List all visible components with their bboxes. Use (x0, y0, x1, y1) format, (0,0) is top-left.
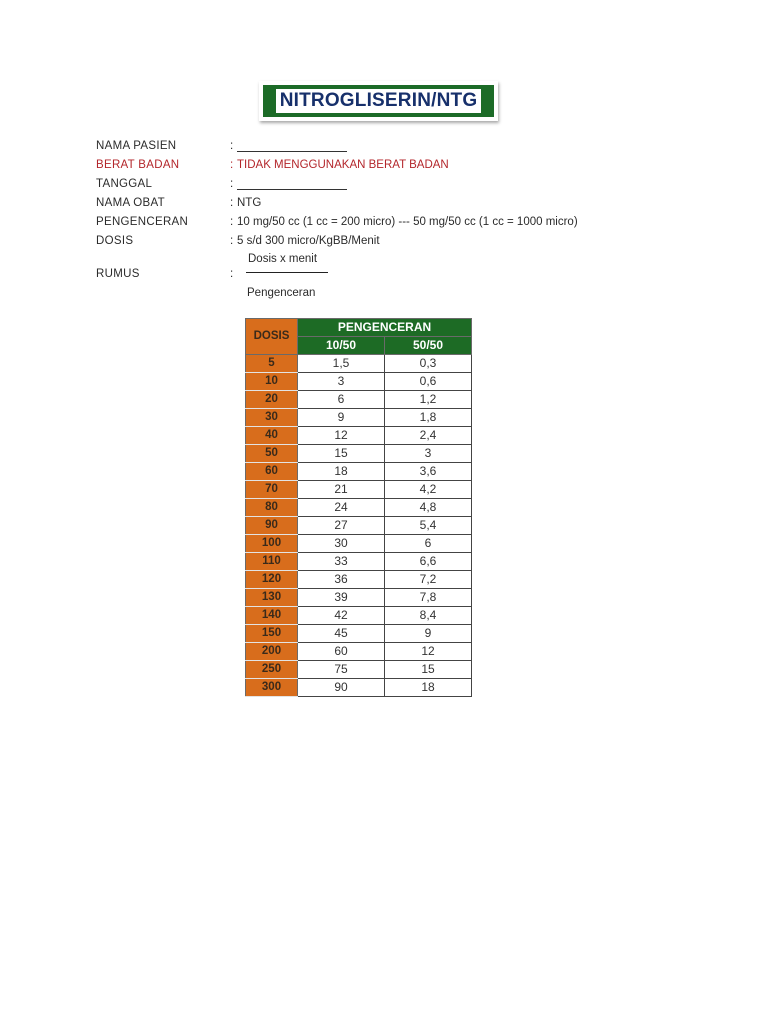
cell-50-50: 1,8 (385, 409, 472, 427)
cell-10-50: 75 (298, 661, 385, 679)
formula-numerator: Dosis x menit (248, 253, 318, 265)
cell-dosis: 200 (246, 643, 298, 661)
cell-50-50: 18 (385, 679, 472, 697)
cell-50-50: 7,2 (385, 571, 472, 589)
cell-50-50: 4,2 (385, 481, 472, 499)
field-value: 5 s/d 300 micro/KgBB/Menit (237, 235, 380, 247)
cell-10-50: 18 (298, 463, 385, 481)
table-row (246, 643, 472, 661)
cell-50-50: 15 (385, 661, 472, 679)
cell-50-50: 3 (385, 445, 472, 463)
field-colon: : (230, 140, 234, 152)
dosage-table (245, 318, 472, 697)
cell-50-50: 2,4 (385, 427, 472, 445)
title-banner (259, 81, 498, 121)
table-row (246, 355, 472, 373)
cell-10-50: 42 (298, 607, 385, 625)
cell-10-50: 9 (298, 409, 385, 427)
cell-dosis: 70 (246, 481, 298, 499)
cell-dosis: 50 (246, 445, 298, 463)
cell-dosis: 20 (246, 391, 298, 409)
cell-dosis: 110 (246, 553, 298, 571)
table-row (246, 499, 472, 517)
cell-50-50: 8,4 (385, 607, 472, 625)
field-colon: : (230, 159, 234, 171)
table-row (246, 517, 472, 535)
cell-10-50: 6 (298, 391, 385, 409)
cell-dosis: 5 (246, 355, 298, 373)
cell-50-50: 4,8 (385, 499, 472, 517)
cell-10-50: 27 (298, 517, 385, 535)
cell-dosis: 130 (246, 589, 298, 607)
header-dosis: DOSIS (246, 319, 298, 355)
cell-10-50: 1,5 (298, 355, 385, 373)
cell-dosis: 150 (246, 625, 298, 643)
header-50-50: 50/50 (385, 337, 472, 355)
field-value: 10 mg/50 cc (1 cc = 200 micro) --- 50 mg/50 cc (1 cc = 1000 micro) (237, 216, 578, 228)
cell-10-50: 21 (298, 481, 385, 499)
field-colon: : (230, 235, 234, 247)
cell-10-50: 30 (298, 535, 385, 553)
cell-dosis: 140 (246, 607, 298, 625)
table-row (246, 391, 472, 409)
field-blank-value (237, 140, 347, 152)
page-title: NITROGLISERIN/NTG (276, 89, 482, 113)
header-10-50: 10/50 (298, 337, 385, 355)
cell-50-50: 9 (385, 625, 472, 643)
cell-10-50: 12 (298, 427, 385, 445)
cell-dosis: 40 (246, 427, 298, 445)
cell-dosis: 30 (246, 409, 298, 427)
blank-fill-line[interactable] (237, 140, 347, 152)
cell-dosis: 100 (246, 535, 298, 553)
table-row (246, 427, 472, 445)
cell-10-50: 33 (298, 553, 385, 571)
field-colon: : (230, 216, 234, 228)
field-value: NTG (237, 197, 262, 209)
cell-dosis: 120 (246, 571, 298, 589)
cell-50-50: 5,4 (385, 517, 472, 535)
field-label: PENGENCERAN (96, 216, 189, 228)
cell-dosis: 60 (246, 463, 298, 481)
cell-10-50: 45 (298, 625, 385, 643)
formula-denominator: Pengenceran (247, 287, 316, 299)
cell-50-50: 6 (385, 535, 472, 553)
field-blank-value (237, 178, 347, 190)
field-label: NAMA OBAT (96, 197, 165, 209)
table-row (246, 607, 472, 625)
cell-dosis: 250 (246, 661, 298, 679)
table-row (246, 553, 472, 571)
formula-fraction-bar (246, 272, 328, 273)
field-label: TANGGAL (96, 178, 153, 190)
cell-dosis: 90 (246, 517, 298, 535)
cell-10-50: 3 (298, 373, 385, 391)
cell-50-50: 7,8 (385, 589, 472, 607)
table-row (246, 409, 472, 427)
cell-10-50: 24 (298, 499, 385, 517)
blank-fill-line[interactable] (237, 178, 347, 190)
cell-50-50: 6,6 (385, 553, 472, 571)
cell-dosis: 300 (246, 679, 298, 697)
formula-colon: : (230, 268, 234, 280)
header-pengenceran: PENGENCERAN (298, 319, 472, 337)
formula-label: RUMUS (96, 268, 140, 280)
cell-50-50: 3,6 (385, 463, 472, 481)
table-row (246, 373, 472, 391)
field-label: NAMA PASIEN (96, 140, 177, 152)
table-row (246, 679, 472, 697)
cell-dosis: 10 (246, 373, 298, 391)
cell-10-50: 60 (298, 643, 385, 661)
cell-50-50: 12 (385, 643, 472, 661)
field-value: TIDAK MENGGUNAKAN BERAT BADAN (237, 159, 449, 171)
dosage-table-body (246, 355, 472, 697)
cell-50-50: 0,3 (385, 355, 472, 373)
cell-10-50: 36 (298, 571, 385, 589)
table-row (246, 571, 472, 589)
table-row (246, 481, 472, 499)
field-colon: : (230, 197, 234, 209)
field-label: BERAT BADAN (96, 159, 180, 171)
cell-dosis: 80 (246, 499, 298, 517)
table-row (246, 463, 472, 481)
cell-10-50: 39 (298, 589, 385, 607)
title-banner-inner (263, 85, 494, 117)
table-row (246, 661, 472, 679)
table-row (246, 625, 472, 643)
cell-10-50: 90 (298, 679, 385, 697)
cell-10-50: 15 (298, 445, 385, 463)
table-row (246, 445, 472, 463)
cell-50-50: 0,6 (385, 373, 472, 391)
field-colon: : (230, 178, 234, 190)
table-row (246, 535, 472, 553)
cell-50-50: 1,2 (385, 391, 472, 409)
table-row (246, 589, 472, 607)
field-label: DOSIS (96, 235, 134, 247)
